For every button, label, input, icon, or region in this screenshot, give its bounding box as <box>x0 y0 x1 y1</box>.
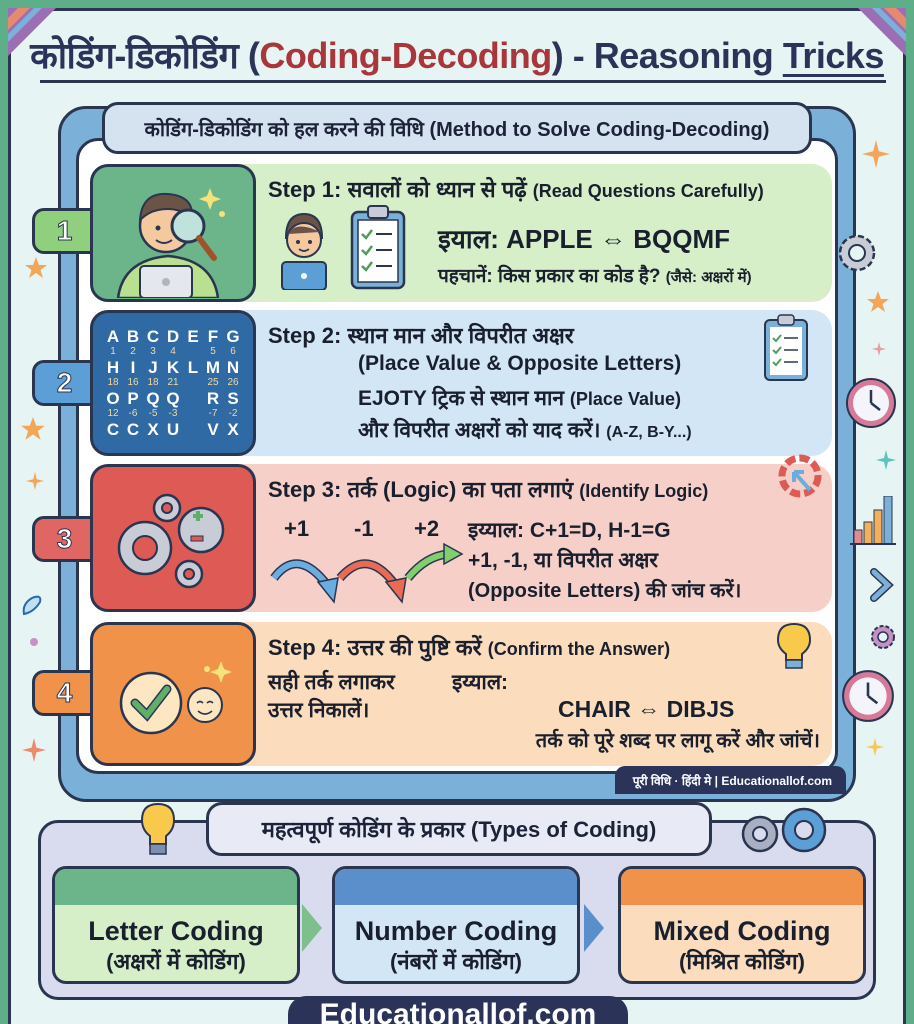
step-3-title <box>268 474 708 504</box>
types-heading: महत्वपूर्ण कोडिंग के प्रकार (Types of Coding) <box>206 802 712 856</box>
step-2-opposite <box>358 416 692 444</box>
alphabet-letter: B <box>126 327 140 346</box>
step-4-title <box>268 632 670 662</box>
step-3-title-english: (Identify Logic) <box>579 481 709 501</box>
checkmark-smiley-icon <box>103 639 243 749</box>
alphabet-grid-panel <box>90 310 256 456</box>
method-footer-tag: पूरी विधि · हिंदी मे | Educationallof.com <box>615 766 846 794</box>
alphabet-letter: N <box>226 358 240 377</box>
refresh-gear-icon <box>774 450 826 502</box>
step-4-apply-line: तर्क को पूरे शब्द पर लागू करें और जांचें। <box>535 730 820 752</box>
star-icon <box>866 290 890 314</box>
step-2-ejoty-text: EJOTY ट्रिक से स्थान मान <box>358 387 565 410</box>
title-hindi: कोडिंग-डिकोडिंग <box>30 35 239 76</box>
brand-banner[interactable]: Educationallof.com <box>288 996 628 1024</box>
gears-icon <box>736 806 832 858</box>
shift-plus-1: +1 <box>284 516 310 541</box>
alphabet-letter: C <box>106 420 120 439</box>
type-card-subtitle: (मिश्रित कोडिंग) <box>679 949 805 974</box>
title-paren-close: ) <box>551 35 564 76</box>
step-card-2 <box>90 310 832 456</box>
step-1-title <box>268 174 764 204</box>
title-paren-open: ( <box>247 35 260 76</box>
alphabet-number: 6 <box>230 346 236 357</box>
step-4-title-english: (Confirm the Answer) <box>487 639 671 659</box>
clock-icon <box>844 376 898 430</box>
alphabet-letter: R <box>206 389 220 408</box>
sparkle-icon <box>876 450 896 470</box>
step-tab-3[interactable]: 3 <box>32 516 94 562</box>
rocket-icon <box>20 594 44 620</box>
alphabet-letter <box>184 390 202 407</box>
step-1-identify-text: पहचानें: किस प्रकार का कोड है? <box>438 266 661 287</box>
alphabet-number: 18 <box>147 377 159 388</box>
step-tab-1[interactable]: 1 <box>32 208 94 254</box>
step-2-subtitle: (Place Value & Opposite Letters) <box>358 352 682 375</box>
sparkle-icon <box>26 472 44 490</box>
alphabet-number: 5 <box>210 346 216 357</box>
alphabet-number <box>184 376 202 390</box>
method-heading: कोडिंग-डिकोडिंग को हल करने की विधि (Method to Solve Coding-Decoding) <box>102 102 812 154</box>
alphabet-letter: X <box>227 420 239 439</box>
star-icon <box>24 256 48 280</box>
gear-icon <box>834 230 880 276</box>
step-2-ejoty-english: (Place Value) <box>569 389 681 409</box>
step-card-3 <box>90 464 832 612</box>
alphabet-letter: M <box>205 358 221 377</box>
step-1-identify <box>438 262 752 288</box>
sparkle-icon <box>862 140 890 168</box>
type-card-title: Letter Coding <box>88 916 264 946</box>
alphabet-letter: K <box>166 358 180 377</box>
alphabet-number: 3 <box>150 346 156 357</box>
alphabet-number: -3 <box>168 408 178 419</box>
alphabet-letter: E <box>187 327 199 346</box>
shift-minus-1: -1 <box>354 516 374 541</box>
alphabet-letter: J <box>148 358 158 377</box>
title-english: Coding-Decoding <box>259 35 552 76</box>
step-1-identify-hint: (जैसे: अक्षरों में) <box>665 269 752 286</box>
step-1-example: इयाल: APPLE ⇔ BQQMF <box>438 224 730 254</box>
sparkle-icon <box>866 738 884 756</box>
alphabet-letter: Q <box>146 389 160 408</box>
title-tricks: Tricks <box>782 35 884 76</box>
alphabet-number: -5 <box>148 408 158 419</box>
type-card-number[interactable] <box>332 866 580 984</box>
step-2-title: Step 2: स्थान मान और विपरीत अक्षर <box>268 323 574 348</box>
title-divider <box>40 80 886 83</box>
type-card-band <box>55 869 297 905</box>
type-card-letter[interactable] <box>52 866 300 984</box>
alphabet-letter: P <box>127 389 139 408</box>
confirm-illustration <box>90 622 256 766</box>
type-card-subtitle: (नंबरों में कोडिंग) <box>390 949 522 974</box>
gears-icon <box>103 478 243 598</box>
type-card-mixed[interactable] <box>618 866 866 984</box>
clock-icon <box>840 668 896 724</box>
page-title <box>0 30 914 79</box>
alphabet-number <box>184 407 202 421</box>
alphabet-letter: O <box>106 389 120 408</box>
dot-decoration <box>30 638 38 646</box>
step-2-ejoty <box>358 384 681 412</box>
step-3-title-hindi: Step 3: तर्क (Logic) का पता लगाएं <box>268 477 574 502</box>
type-card-band <box>621 869 863 905</box>
alphabet-letter: C <box>126 420 140 439</box>
reader-illustration <box>90 164 256 302</box>
alphabet-number: 4 <box>170 346 176 357</box>
alphabet-number: -6 <box>128 408 138 419</box>
arrow-right-icon <box>302 904 322 952</box>
alphabet-letter: F <box>207 327 219 346</box>
alphabet-letter: I <box>130 358 136 377</box>
step-3-check: +1, -1, या विपरीत अक्षर <box>468 549 658 572</box>
alphabet-letter: G <box>226 327 240 346</box>
star-icon <box>20 416 46 442</box>
alphabet-letter: H <box>106 358 120 377</box>
step-card-4 <box>90 622 832 766</box>
alphabet-letter <box>184 421 202 438</box>
alphabet-number: -2 <box>228 408 238 419</box>
alphabet-letter: A <box>106 327 120 346</box>
step-3-example: इय्याल: C+1=D, H-1=G <box>468 519 671 542</box>
step-tab-2[interactable]: 2 <box>32 360 94 406</box>
type-card-title: Number Coding <box>354 916 558 946</box>
type-card-band <box>335 869 577 905</box>
alphabet-number: 21 <box>167 377 179 388</box>
step-4-example-label: इय्याल: <box>452 671 509 694</box>
student-laptop-icon <box>276 208 332 290</box>
alphabet-number: -7 <box>208 408 218 419</box>
alphabet-letter: C <box>146 327 160 346</box>
step-1-title-hindi: Step 1: सवालों को ध्यान से पढ़ें <box>268 177 527 202</box>
alphabet-letter: U <box>166 420 180 439</box>
gear-icon <box>868 622 898 652</box>
lightbulb-icon <box>774 620 814 670</box>
step-4-example: CHAIR ⇔ DIBJS <box>558 696 735 722</box>
alphabet-letter: Q <box>166 389 180 408</box>
shift-arrows-icon <box>268 542 468 608</box>
sparkle-icon <box>22 738 46 762</box>
alphabet-letter: L <box>187 358 199 377</box>
step-2-opposite-example: (A-Z, B-Y...) <box>606 424 692 441</box>
alphabet-number: 18 <box>107 377 119 388</box>
chevron-right-icon <box>870 568 894 602</box>
bar-chart-icon <box>850 496 896 548</box>
step-4-left-line-1: सही तर्क लगाकर <box>268 671 395 694</box>
alphabet-number: 16 <box>127 377 139 388</box>
step-2-opposite-text: और विपरीत अक्षरों को याद करें। <box>358 419 601 442</box>
sparkle-icon <box>872 342 886 356</box>
step-4-left-line-2: उत्तर निकालें। <box>268 699 370 722</box>
lightbulb-icon <box>138 798 178 860</box>
alphabet-number: 25 <box>207 377 219 388</box>
alphabet-number: 2 <box>130 346 136 357</box>
gears-illustration <box>90 464 256 612</box>
title-separator: - Reasoning <box>563 35 783 76</box>
clipboard-checklist-icon <box>348 204 408 290</box>
alphabet-letter: X <box>147 420 159 439</box>
step-1-title-english: (Read Questions Carefully) <box>532 181 764 201</box>
alphabet-number: 12 <box>107 408 119 419</box>
person-magnifier-icon <box>98 168 248 298</box>
step-4-title-hindi: Step 4: उत्तर की पुष्टि करें <box>268 635 482 660</box>
alphabet-number <box>184 345 202 359</box>
alphabet-number: 1 <box>110 346 116 357</box>
clipboard-checklist-icon <box>762 314 810 382</box>
alphabet-grid <box>104 328 242 438</box>
alphabet-letter: V <box>207 420 219 439</box>
shift-plus-2: +2 <box>414 516 440 541</box>
step-tab-4[interactable]: 4 <box>32 670 94 716</box>
arrow-right-icon <box>584 904 604 952</box>
step-3-opposite: (Opposite Letters) की जांच करें। <box>468 580 742 602</box>
alphabet-number: 26 <box>227 377 239 388</box>
type-card-title: Mixed Coding <box>653 916 831 946</box>
type-card-subtitle: (अक्षरों में कोडिंग) <box>106 949 246 974</box>
alphabet-letter: S <box>227 389 239 408</box>
step-card-1 <box>90 164 832 302</box>
alphabet-letter: D <box>166 327 180 346</box>
